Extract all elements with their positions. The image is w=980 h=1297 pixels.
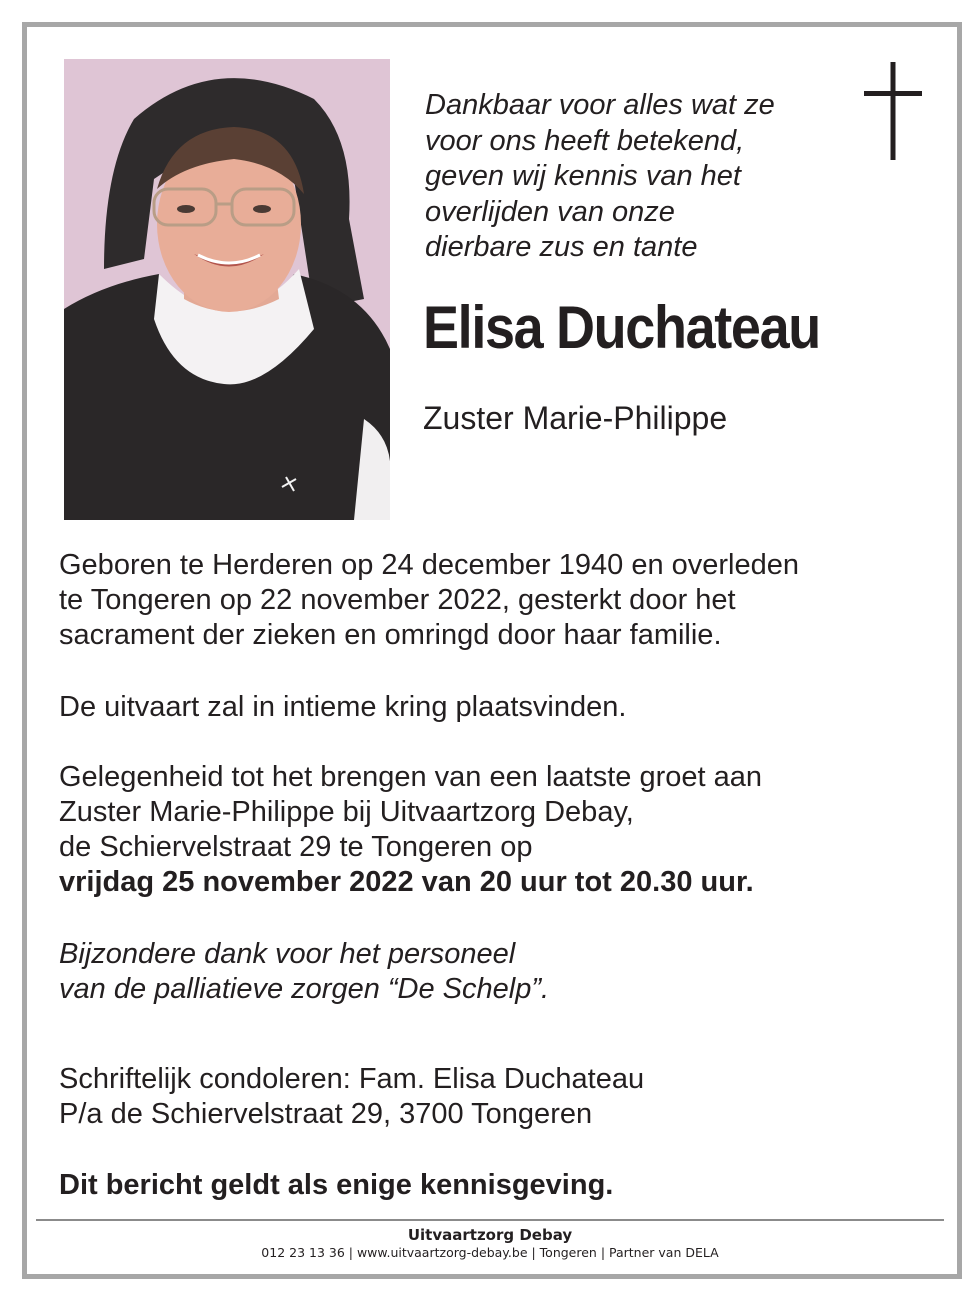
footer-divider [36,1219,944,1221]
birth-death-paragraph [59,548,939,653]
thanks-paragraph [59,937,939,1007]
farewell-paragraph [59,760,939,900]
footer-title: Uitvaartzorg Debay [407,1226,573,1244]
paragraph-line: de Schiervelstraat 29 te Tongeren op [59,831,533,863]
notice-statement [59,1168,939,1203]
footer-contact: 012 23 13 36 | www.uitvaartzorg-debay.be | Tongeren | Partner van DELA [261,1245,719,1260]
paragraph-line: te Tongeren op 22 november 2022, gesterkt door het [59,584,736,616]
funeral-paragraph [59,690,939,725]
intro-line: Dankbaar voor alles wat ze [425,89,775,121]
paragraph-line: P/a de Schiervelstraat 29, 3700 Tongeren [59,1098,593,1130]
paragraph-line: Schriftelijk condoleren: Fam. Elisa Duchateau [59,1063,645,1095]
paragraph-line: De uitvaart zal in intieme kring plaatsvinden. [59,691,627,723]
intro-line: overlijden van onze [425,195,675,228]
condolence-paragraph [59,1062,939,1132]
paragraph-line: Gelegenheid tot het brengen van een laatste groet aan [59,761,762,793]
paragraph-line: sacrament der zieken en omringd door haar familie. [59,619,722,651]
intro-line: voor ons heeft betekend, [425,124,745,157]
religious-name: Zuster Marie-Philippe [423,400,728,436]
intro-line: dierbare zus en tante [425,231,698,263]
deceased-name: Elisa Duchateau [423,294,820,361]
portrait-photo [64,59,390,520]
farewell-date: vrijdag 25 november 2022 van 20 uur tot 20.30 uur. [59,866,754,898]
intro-text [425,88,845,266]
paragraph-line: van de palliatieve zorgen “De Schelp”. [59,973,550,1005]
intro-line: geven wij kennis van het [425,160,741,192]
paragraph-line: Geboren te Herderen op 24 december 1940 en overleden [59,549,800,581]
paragraph-line: Bijzondere dank voor het personeel [59,938,516,970]
paragraph-line: Zuster Marie-Philippe bij Uitvaartzorg Debay, [59,796,634,828]
paragraph-line: Dit bericht geldt als enige kennisgeving. [59,1169,614,1201]
cross-icon [864,62,922,160]
